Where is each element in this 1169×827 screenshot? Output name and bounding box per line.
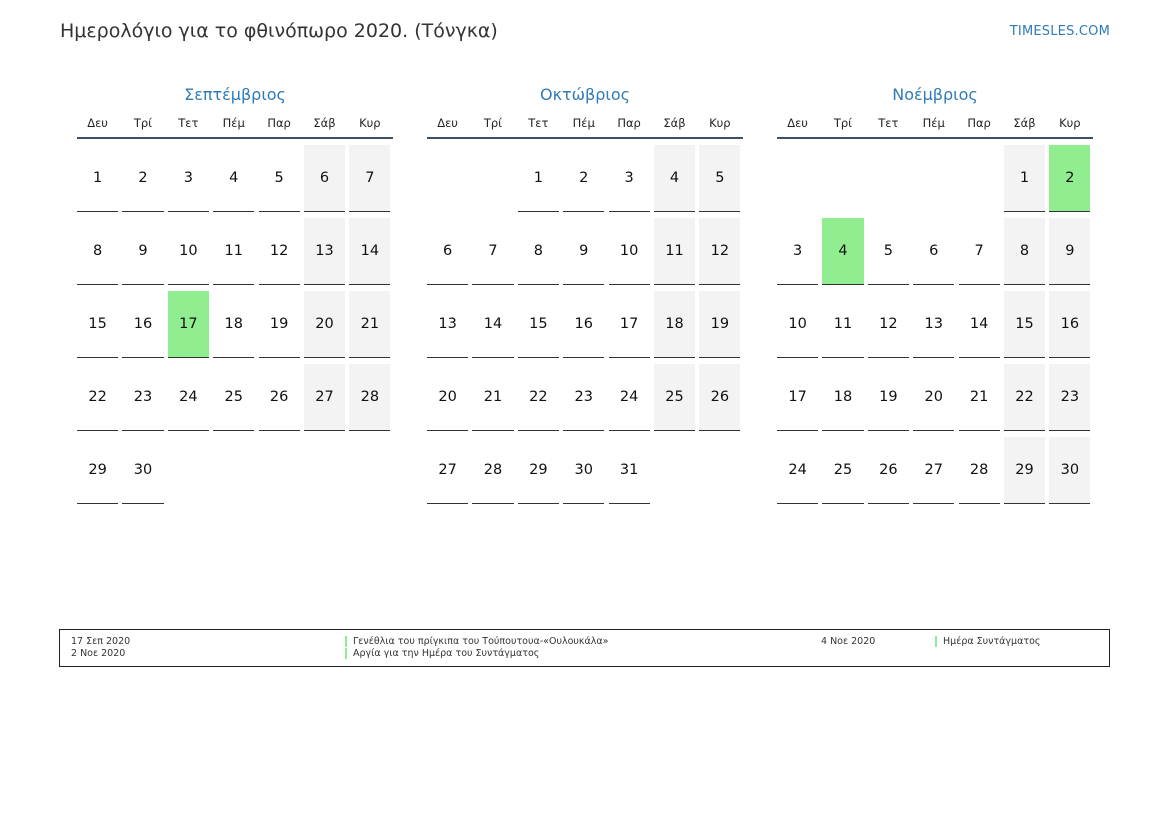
day-cell[interactable]: 13 xyxy=(304,218,345,285)
day-cell[interactable]: 4 xyxy=(213,145,254,212)
day-cell[interactable]: 26 xyxy=(868,437,909,504)
day-cell[interactable]: 20 xyxy=(913,364,954,431)
day-cell[interactable]: 24 xyxy=(777,437,818,504)
month-october xyxy=(427,84,743,504)
month-september xyxy=(77,84,393,504)
day-cell[interactable]: 4 xyxy=(654,145,695,212)
days-grid xyxy=(777,145,1093,504)
day-cell[interactable]: 9 xyxy=(563,218,604,285)
day-cell[interactable]: 14 xyxy=(959,291,1000,358)
weekday-label: Παρ xyxy=(617,116,641,130)
day-cell[interactable]: 27 xyxy=(427,437,468,504)
day-cell[interactable]: 28 xyxy=(959,437,1000,504)
day-cell[interactable]: 17 xyxy=(777,364,818,431)
day-cell[interactable]: 18 xyxy=(213,291,254,358)
day-cell[interactable]: 15 xyxy=(1004,291,1045,358)
empty-day-cell xyxy=(913,145,954,212)
empty-day-cell xyxy=(959,145,1000,212)
empty-day-cell xyxy=(822,145,863,212)
empty-day-cell xyxy=(427,145,468,212)
day-cell[interactable]: 29 xyxy=(1004,437,1045,504)
day-cell[interactable]: 22 xyxy=(77,364,118,431)
day-cell[interactable]: 31 xyxy=(609,437,650,504)
day-cell[interactable]: 18 xyxy=(654,291,695,358)
day-cell[interactable]: 21 xyxy=(472,364,513,431)
day-cell[interactable]: 27 xyxy=(913,437,954,504)
day-cell[interactable]: 5 xyxy=(259,145,300,212)
day-cell[interactable]: 12 xyxy=(259,218,300,285)
day-cell[interactable]: 22 xyxy=(1004,364,1045,431)
day-cell[interactable]: 21 xyxy=(349,291,390,358)
day-cell[interactable]: 27 xyxy=(304,364,345,431)
weekday-label: Τρί xyxy=(133,116,153,130)
day-cell[interactable]: 7 xyxy=(472,218,513,285)
weekday-label: Κυρ xyxy=(1059,116,1081,130)
holiday-day-cell[interactable]: 2 xyxy=(1049,145,1090,212)
days-grid xyxy=(77,145,393,504)
legend-holiday-name: Αργία για την Ημέρα του Συντάγματος xyxy=(353,648,540,659)
day-cell[interactable]: 11 xyxy=(213,218,254,285)
weekday-label: Σάβ xyxy=(313,116,336,130)
day-cell[interactable]: 16 xyxy=(563,291,604,358)
weekday-label: Δευ xyxy=(787,116,808,130)
weekday-label: Πέμ xyxy=(922,116,945,130)
day-cell[interactable]: 20 xyxy=(304,291,345,358)
weekday-label: Σάβ xyxy=(663,116,686,130)
day-cell[interactable]: 15 xyxy=(77,291,118,358)
day-cell[interactable]: 8 xyxy=(518,218,559,285)
day-cell[interactable]: 6 xyxy=(304,145,345,212)
day-cell[interactable]: 16 xyxy=(1049,291,1090,358)
month-name: Οκτώβριος xyxy=(539,85,630,104)
month-november xyxy=(777,84,1093,504)
day-cell[interactable]: 19 xyxy=(699,291,740,358)
weekday-label: Τρί xyxy=(833,116,853,130)
day-cell[interactable]: 26 xyxy=(699,364,740,431)
weekday-label: Τετ xyxy=(528,116,549,130)
weekday-label: Τετ xyxy=(178,116,199,130)
weekday-label: Παρ xyxy=(967,116,991,130)
page-title: Ημερολόγιο για το φθινόπωρο 2020. (Τόνγκα) xyxy=(60,20,498,42)
day-cell[interactable]: 3 xyxy=(777,218,818,285)
day-cell[interactable]: 2 xyxy=(563,145,604,212)
day-cell[interactable]: 12 xyxy=(699,218,740,285)
day-cell[interactable]: 29 xyxy=(77,437,118,504)
weekday-header xyxy=(77,115,393,139)
day-cell[interactable]: 5 xyxy=(868,218,909,285)
day-cell[interactable]: 13 xyxy=(913,291,954,358)
day-cell[interactable]: 25 xyxy=(654,364,695,431)
day-cell[interactable]: 14 xyxy=(349,218,390,285)
day-cell[interactable]: 11 xyxy=(822,291,863,358)
day-cell[interactable]: 25 xyxy=(822,437,863,504)
day-cell[interactable]: 9 xyxy=(1049,218,1090,285)
day-cell[interactable]: 24 xyxy=(168,364,209,431)
day-cell[interactable]: 12 xyxy=(868,291,909,358)
day-cell[interactable]: 1 xyxy=(1004,145,1045,212)
day-cell[interactable]: 19 xyxy=(868,364,909,431)
day-cell[interactable]: 21 xyxy=(959,364,1000,431)
day-cell[interactable]: 6 xyxy=(913,218,954,285)
weekday-header xyxy=(427,115,743,139)
day-cell[interactable]: 3 xyxy=(609,145,650,212)
day-cell[interactable]: 30 xyxy=(563,437,604,504)
day-cell[interactable]: 1 xyxy=(77,145,118,212)
weekday-label: Δευ xyxy=(87,116,108,130)
weekday-label: Πέμ xyxy=(572,116,595,130)
day-cell[interactable]: 24 xyxy=(609,364,650,431)
legend-date: 4 Νοε 2020 xyxy=(821,636,876,647)
day-cell[interactable]: 5 xyxy=(699,145,740,212)
day-cell[interactable]: 23 xyxy=(122,364,163,431)
legend-holiday-name: Γενέθλια του πρίγκιπα του Τούπουτουα-«Ουλουκάλα» xyxy=(353,636,609,647)
day-cell[interactable]: 30 xyxy=(1049,437,1090,504)
empty-day-cell xyxy=(868,145,909,212)
site-link[interactable]: TIMESLES.COM xyxy=(1009,24,1110,39)
day-cell[interactable]: 1 xyxy=(518,145,559,212)
weekday-label: Τρί xyxy=(483,116,503,130)
day-cell[interactable]: 28 xyxy=(472,437,513,504)
day-cell[interactable]: 7 xyxy=(349,145,390,212)
day-cell[interactable]: 10 xyxy=(609,218,650,285)
day-cell[interactable]: 9 xyxy=(122,218,163,285)
day-cell[interactable]: 20 xyxy=(427,364,468,431)
day-cell[interactable]: 25 xyxy=(213,364,254,431)
weekday-label: Κυρ xyxy=(359,116,381,130)
day-cell[interactable]: 23 xyxy=(563,364,604,431)
legend-color-marker xyxy=(345,648,347,659)
legend-color-marker xyxy=(935,636,937,647)
day-cell[interactable]: 7 xyxy=(959,218,1000,285)
day-cell[interactable]: 17 xyxy=(609,291,650,358)
day-cell[interactable]: 13 xyxy=(427,291,468,358)
month-name: Σεπτέμβριος xyxy=(184,85,286,104)
weekday-label: Τετ xyxy=(878,116,899,130)
days-grid xyxy=(427,145,743,504)
day-cell[interactable]: 29 xyxy=(518,437,559,504)
day-cell[interactable]: 6 xyxy=(427,218,468,285)
holiday-day-cell[interactable]: 4 xyxy=(822,218,863,285)
holiday-day-cell[interactable]: 17 xyxy=(168,291,209,358)
day-cell[interactable]: 18 xyxy=(822,364,863,431)
day-cell[interactable]: 10 xyxy=(168,218,209,285)
month-name: Νοέμβριος xyxy=(892,85,978,104)
empty-day-cell xyxy=(472,145,513,212)
holiday-legend xyxy=(59,629,1110,667)
legend-date: 17 Σεπ 2020 xyxy=(71,636,131,647)
day-cell[interactable]: 8 xyxy=(77,218,118,285)
day-cell[interactable]: 28 xyxy=(349,364,390,431)
day-cell[interactable]: 30 xyxy=(122,437,163,504)
day-cell[interactable]: 16 xyxy=(122,291,163,358)
weekday-label: Πέμ xyxy=(222,116,245,130)
weekday-header xyxy=(777,115,1093,139)
day-cell[interactable]: 8 xyxy=(1004,218,1045,285)
day-cell[interactable]: 11 xyxy=(654,218,695,285)
day-cell[interactable]: 23 xyxy=(1049,364,1090,431)
weekday-label: Παρ xyxy=(267,116,291,130)
day-cell[interactable]: 26 xyxy=(259,364,300,431)
day-cell[interactable]: 15 xyxy=(518,291,559,358)
legend-holiday-name: Ημέρα Συντάγματος xyxy=(943,636,1041,647)
day-cell[interactable]: 22 xyxy=(518,364,559,431)
weekday-label: Σάβ xyxy=(1013,116,1036,130)
day-cell[interactable]: 10 xyxy=(777,291,818,358)
weekday-label: Δευ xyxy=(437,116,458,130)
day-cell[interactable]: 2 xyxy=(122,145,163,212)
weekday-label: Κυρ xyxy=(709,116,731,130)
day-cell[interactable]: 14 xyxy=(472,291,513,358)
day-cell[interactable]: 3 xyxy=(168,145,209,212)
day-cell[interactable]: 19 xyxy=(259,291,300,358)
legend-date: 2 Νοε 2020 xyxy=(71,648,126,659)
legend-color-marker xyxy=(345,636,347,647)
empty-day-cell xyxy=(777,145,818,212)
